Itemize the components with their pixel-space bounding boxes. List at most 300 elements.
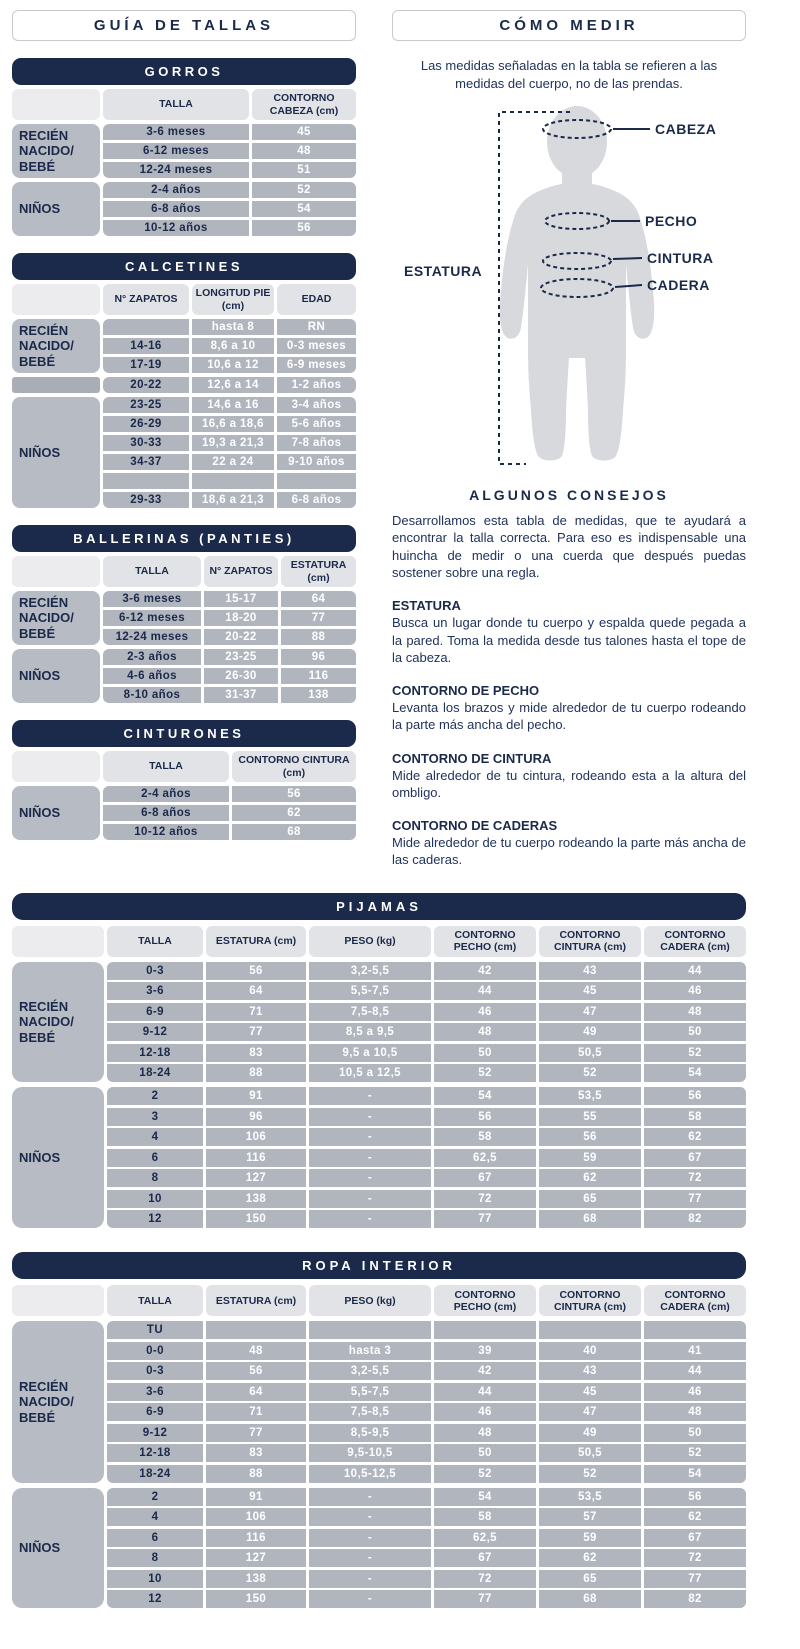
table-row: [107, 982, 746, 1000]
table-cell: 67: [434, 1169, 536, 1187]
table-cell: 56: [206, 962, 306, 980]
table-cell: 150: [206, 1590, 306, 1608]
table-cell: 82: [644, 1210, 746, 1228]
table-cell: 83: [206, 1444, 306, 1462]
table-cell: 64: [281, 591, 356, 607]
table-cell: 68: [539, 1590, 641, 1608]
table-cell: 12-18: [107, 1044, 203, 1062]
table-cell: 19,3 a 21,3: [192, 435, 274, 451]
tip-text: Mide alrededor de tu cintura, rodeando esta a la altura del ombligo.: [392, 767, 746, 800]
table-cell: [192, 473, 274, 489]
table-gorros: [12, 58, 356, 236]
column-header: N° ZAPATOS: [103, 284, 189, 315]
table-ballerinas: [12, 525, 356, 703]
section-title-bar: GORROS: [12, 58, 356, 85]
table-cell: 12,6 a 14: [192, 377, 274, 393]
table-cell: 9,5 a 10,5: [309, 1044, 431, 1062]
table-cell: 44: [644, 962, 746, 980]
table-cell: 58: [644, 1108, 746, 1126]
table-cell: 12: [107, 1210, 203, 1228]
table-group: [12, 319, 356, 373]
table-cell: 12: [107, 1590, 203, 1608]
table-cell: 77: [206, 1424, 306, 1442]
table-cell: 4-6 años: [103, 668, 201, 684]
table-cell: 52: [539, 1465, 641, 1483]
table-row: [103, 824, 356, 840]
table-row: [107, 1149, 746, 1167]
column-header: PESO (kg): [309, 926, 431, 957]
table-rows: [103, 786, 356, 840]
table-cell: 7,5-8,5: [309, 1003, 431, 1021]
table-cell: [539, 1321, 641, 1339]
table-row: [103, 610, 356, 626]
table-cell: 12-18: [107, 1444, 203, 1462]
table-header-row: [12, 926, 746, 957]
group-label: RECIÉN NACIDO/ BEBÉ: [12, 319, 100, 373]
table-group: [12, 649, 356, 703]
pointer-line-cintura: [613, 258, 642, 259]
group-label: [12, 377, 100, 393]
table-cell: 12-24 meses: [103, 162, 249, 178]
table-cell: 91: [206, 1087, 306, 1105]
table-cell: 52: [434, 1465, 536, 1483]
table-cell: 116: [281, 668, 356, 684]
body-diagram-svg: [392, 100, 746, 472]
table-cell: 45: [539, 1383, 641, 1401]
table-row: [103, 143, 356, 159]
table-cell: 50: [434, 1044, 536, 1062]
table-cell: 96: [281, 649, 356, 665]
table-row: [103, 591, 356, 607]
table-cell: 26-29: [103, 416, 189, 432]
table-cell: 0-0: [107, 1342, 203, 1360]
column-header: LONGITUD PIE (cm): [192, 284, 274, 315]
tip-estatura: [392, 598, 746, 666]
label-pecho: PECHO: [645, 213, 698, 230]
table-cell: 106: [206, 1128, 306, 1146]
table-row: [107, 1321, 746, 1339]
table-cell: 77: [281, 610, 356, 626]
group-label: NIÑOS: [12, 397, 100, 508]
table-row: [107, 1169, 746, 1187]
table-cell: 59: [539, 1149, 641, 1167]
table-cell: 47: [539, 1003, 641, 1021]
table-cell: 52: [539, 1064, 641, 1082]
table-cell: 41: [644, 1342, 746, 1360]
table-cell: -: [309, 1529, 431, 1547]
column-header: CONTORNO CINTURA (cm): [539, 926, 641, 957]
table-row: [107, 1064, 746, 1082]
table-cell: 10,6 a 12: [192, 357, 274, 373]
table-cell: 31-37: [204, 687, 278, 703]
table-cell: -: [309, 1210, 431, 1228]
table-cell: 71: [206, 1403, 306, 1421]
column-header-spacer: [12, 751, 100, 782]
tips-title: ALGUNOS CONSEJOS: [469, 487, 669, 504]
table-header-row: [12, 751, 356, 782]
table-cell: 47: [539, 1403, 641, 1421]
tip-text: Busca un lugar donde tu cuerpo y espalda quede pegada a la pared. Toma la medida desde tus talones hasta el tope de la cabeza.: [392, 615, 746, 665]
table-row: [103, 357, 356, 373]
table-header-row: [12, 284, 356, 315]
table-cell: -: [309, 1190, 431, 1208]
table-row: [107, 1529, 746, 1547]
table-cell: 26-30: [204, 668, 278, 684]
label-cintura: CINTURA: [647, 250, 714, 267]
table-cell: 56: [644, 1488, 746, 1506]
tip-heading: ESTATURA: [392, 598, 461, 614]
child-silhouette: [500, 106, 655, 461]
table-cell: 46: [434, 1003, 536, 1021]
table-cell: 46: [644, 1383, 746, 1401]
group-label: RECIÉN NACIDO/ BEBÉ: [12, 962, 104, 1083]
table-cell: 8: [107, 1169, 203, 1187]
table-group: [12, 1321, 746, 1483]
column-header: TALLA: [107, 1285, 203, 1316]
table-row: [103, 338, 356, 354]
table-cell: 65: [539, 1190, 641, 1208]
table-row: [103, 454, 356, 470]
body-diagram: [392, 100, 746, 477]
table-row: [103, 220, 356, 236]
section-title-bar: CINTURONES: [12, 720, 356, 747]
column-header: CONTORNO CADERA (cm): [644, 1285, 746, 1316]
table-cell: 6-8 años: [103, 201, 249, 217]
table-cell: 62,5: [434, 1149, 536, 1167]
table-rows: [103, 649, 356, 703]
table-cell: [206, 1321, 306, 1339]
table-cell: 34-37: [103, 454, 189, 470]
table-row: [103, 492, 356, 508]
table-cell: 77: [644, 1570, 746, 1588]
table-row: [107, 1383, 746, 1401]
tip-heading: CONTORNO DE CINTURA: [392, 750, 552, 766]
table-group: [12, 962, 746, 1083]
table-rows: [103, 124, 356, 178]
table-cell: 49: [539, 1424, 641, 1442]
label-cadera: CADERA: [647, 277, 710, 294]
table-row: [107, 1190, 746, 1208]
table-row: [107, 1549, 746, 1567]
table-cell: 9-10 años: [277, 454, 356, 470]
table-cell: 64: [206, 1383, 306, 1401]
table-row: [107, 962, 746, 980]
table-cell: [644, 1321, 746, 1339]
table-cell: 2: [107, 1087, 203, 1105]
table-cell: -: [309, 1549, 431, 1567]
table-cell: 43: [539, 962, 641, 980]
table-cell: 8: [107, 1549, 203, 1567]
tip-text: Levanta los brazos y mide alrededor de tu cuerpo rodeando la parte más ancha del pecho.: [392, 700, 746, 733]
table-cell: 45: [252, 124, 356, 140]
table-row: [103, 649, 356, 665]
table-cell: 7-8 años: [277, 435, 356, 451]
table-cell: 53,5: [539, 1087, 641, 1105]
table-cell: 2-4 años: [103, 786, 229, 802]
table-rows: [103, 377, 356, 393]
table-row: [107, 1465, 746, 1483]
column-header: N° ZAPATOS: [204, 556, 278, 587]
table-cell: 46: [644, 982, 746, 1000]
tip-contorno-caderas: [392, 818, 746, 869]
left-column: [12, 10, 356, 840]
table-cell: 62: [644, 1128, 746, 1146]
table-cell: 50: [644, 1023, 746, 1041]
table-cell: 44: [434, 1383, 536, 1401]
table-cell: 18-24: [107, 1465, 203, 1483]
table-cell: 3,2-5,5: [309, 1362, 431, 1380]
column-header: CONTORNO CINTURA (cm): [539, 1285, 641, 1316]
table-cell: 42: [434, 962, 536, 980]
column-header: PESO (kg): [309, 1285, 431, 1316]
table-row: [103, 416, 356, 432]
table-cell: 40: [539, 1342, 641, 1360]
table-header-row: [12, 556, 356, 587]
section-title-bar: ROPA INTERIOR: [12, 1252, 746, 1279]
table-ropa-interior: [12, 1252, 746, 1608]
table-cell: 52: [644, 1044, 746, 1062]
table-cell: 10-12 años: [103, 824, 229, 840]
table-cell: 54: [434, 1488, 536, 1506]
table-cell: 77: [206, 1023, 306, 1041]
table-group: [12, 1488, 746, 1609]
table-cell: 56: [206, 1362, 306, 1380]
table-row: [107, 1444, 746, 1462]
table-cell: 29-33: [103, 492, 189, 508]
table-cell: -: [309, 1108, 431, 1126]
table-cell: 48: [644, 1403, 746, 1421]
table-cell: 10,5 a 12,5: [309, 1064, 431, 1082]
table-row: [107, 1210, 746, 1228]
table-cell: 43: [539, 1362, 641, 1380]
table-cell: 18,6 a 21,3: [192, 492, 274, 508]
table-group: [12, 397, 356, 508]
table-row: [103, 182, 356, 198]
table-group: [12, 786, 356, 840]
section-title-bar: BALLERINAS (PANTIES): [12, 525, 356, 552]
table-cell: 50: [434, 1444, 536, 1462]
table-row: [103, 805, 356, 821]
table-row: [107, 1488, 746, 1506]
table-cell: 62: [539, 1549, 641, 1567]
table-cell: 10,5-12,5: [309, 1465, 431, 1483]
table-cell: 3: [107, 1108, 203, 1126]
table-row: [103, 377, 356, 393]
table-cell: 67: [644, 1149, 746, 1167]
table-cell: [309, 1321, 431, 1339]
table-row: [103, 124, 356, 140]
table-cell: 68: [232, 824, 356, 840]
table-row: [103, 786, 356, 802]
table-pijamas: [12, 893, 746, 1229]
table-cell: 68: [539, 1210, 641, 1228]
table-cell: 42: [434, 1362, 536, 1380]
how-to-measure-title: CÓMO MEDIR: [392, 10, 746, 41]
tip-contorno-cintura: [392, 751, 746, 802]
table-cell: 59: [539, 1529, 641, 1547]
table-cell: 56: [232, 786, 356, 802]
column-header-spacer: [12, 89, 100, 120]
table-group: [12, 182, 356, 236]
table-cell: 62: [232, 805, 356, 821]
table-cell: 20-22: [103, 377, 189, 393]
table-row: [103, 397, 356, 413]
table-row: [103, 162, 356, 178]
table-cell: 53,5: [539, 1488, 641, 1506]
table-cell: 14,6 a 16: [192, 397, 274, 413]
table-cell: 6-9 meses: [277, 357, 356, 373]
table-cell: 77: [434, 1210, 536, 1228]
table-cell: 56: [644, 1087, 746, 1105]
table-cell: 62,5: [434, 1529, 536, 1547]
two-column-layout: [12, 10, 746, 869]
column-header: CONTORNO CABEZA (cm): [252, 89, 356, 120]
column-header-spacer: [12, 556, 100, 587]
table-row: [107, 1023, 746, 1041]
table-cell: TU: [107, 1321, 203, 1339]
right-column: [392, 10, 746, 869]
table-cell: -: [309, 1570, 431, 1588]
table-cell: 116: [206, 1149, 306, 1167]
measure-intro-text: Las medidas señaladas en la tabla se refieren a las medidas del cuerpo, no de las prendas.: [420, 58, 718, 91]
tip-heading: CONTORNO DE CADERAS: [392, 818, 558, 834]
table-row: [107, 1590, 746, 1608]
table-row: [107, 1128, 746, 1146]
table-cell: -: [309, 1508, 431, 1526]
column-header: CONTORNO CADERA (cm): [644, 926, 746, 957]
table-cell: 138: [206, 1190, 306, 1208]
column-header: TALLA: [107, 926, 203, 957]
table-cell: 72: [434, 1190, 536, 1208]
table-cell: -: [309, 1488, 431, 1506]
group-label: RECIÉN NACIDO/ BEBÉ: [12, 124, 100, 178]
table-row: [103, 687, 356, 703]
table-cell: 18-24: [107, 1064, 203, 1082]
table-cell: 20-22: [204, 629, 278, 645]
table-cell: 8,6 a 10: [192, 338, 274, 354]
table-cell: [277, 473, 356, 489]
table-cell: 9-12: [107, 1424, 203, 1442]
table-group: [12, 1087, 746, 1228]
table-cell: 8,5 a 9,5: [309, 1023, 431, 1041]
column-header: TALLA: [103, 556, 201, 587]
table-cell: 62: [539, 1169, 641, 1187]
table-rows: [107, 1321, 746, 1483]
table-cell: 52: [434, 1064, 536, 1082]
table-cell: 8,5-9,5: [309, 1424, 431, 1442]
table-cell: -: [309, 1128, 431, 1146]
label-cabeza: CABEZA: [655, 121, 717, 138]
table-cell: 48: [434, 1023, 536, 1041]
table-cell: 0-3: [107, 1362, 203, 1380]
page-title: GUÍA DE TALLAS: [12, 10, 356, 41]
table-cell: [103, 473, 189, 489]
table-cell: 88: [206, 1064, 306, 1082]
table-cell: 0-3: [107, 962, 203, 980]
table-cell: 23-25: [204, 649, 278, 665]
table-cell: 10: [107, 1570, 203, 1588]
table-cell: 54: [252, 201, 356, 217]
table-cell: 6-9: [107, 1003, 203, 1021]
table-cell: 72: [644, 1549, 746, 1567]
table-cell: 4: [107, 1128, 203, 1146]
table-rows: [107, 1488, 746, 1609]
table-cell: 30-33: [103, 435, 189, 451]
table-cell: 6-9: [107, 1403, 203, 1421]
table-cell: 16,6 a 18,6: [192, 416, 274, 432]
table-row: [107, 1403, 746, 1421]
tips-intro: Desarrollamos esta tabla de medidas, que te ayudará a encontrar la talla correcta. Para eso es indispensable una huincha de medir o una cuerda que después puedas sostener sobre una regla.: [392, 513, 746, 580]
table-cell: 6: [107, 1529, 203, 1547]
table-row: [107, 1508, 746, 1526]
table-cell: 150: [206, 1210, 306, 1228]
table-row: [107, 1003, 746, 1021]
table-cell: 8-10 años: [103, 687, 201, 703]
table-cell: 96: [206, 1108, 306, 1126]
table-cell: 56: [539, 1128, 641, 1146]
table-cell: 72: [434, 1570, 536, 1588]
section-title-bar: PIJAMAS: [12, 893, 746, 920]
table-cell: 0-3 meses: [277, 338, 356, 354]
table-cell: 82: [644, 1590, 746, 1608]
table-cell: hasta 3: [309, 1342, 431, 1360]
table-cell: 9,5-10,5: [309, 1444, 431, 1462]
table-row: [107, 1108, 746, 1126]
table-cell: 67: [644, 1529, 746, 1547]
table-rows: [107, 1087, 746, 1228]
table-cell: 52: [644, 1444, 746, 1462]
label-estatura: ESTATURA: [404, 263, 483, 280]
table-cell: -: [309, 1169, 431, 1187]
table-cell: 138: [281, 687, 356, 703]
table-cell: 50,5: [539, 1444, 641, 1462]
table-cell: 6-8 años: [103, 805, 229, 821]
group-label: NIÑOS: [12, 1488, 104, 1609]
table-cell: RN: [277, 319, 356, 335]
table-row: [103, 435, 356, 451]
table-header-row: [12, 89, 356, 120]
table-group: [12, 377, 356, 393]
table-cell: 5,5-7,5: [309, 982, 431, 1000]
tip-contorno-pecho: [392, 683, 746, 734]
table-cell: 72: [644, 1169, 746, 1187]
group-label: NIÑOS: [12, 1087, 104, 1228]
table-cell: hasta 8: [192, 319, 274, 335]
table-cell: 10: [107, 1190, 203, 1208]
section-title-bar: CALCETINES: [12, 253, 356, 280]
column-header: TALLA: [103, 751, 229, 782]
table-cell: 54: [644, 1465, 746, 1483]
table-cell: 44: [434, 982, 536, 1000]
table-cell: 3-6 meses: [103, 124, 249, 140]
table-cell: 18-20: [204, 610, 278, 626]
table-cell: 49: [539, 1023, 641, 1041]
column-header: CONTORNO PECHO (cm): [434, 926, 536, 957]
table-cell: 46: [434, 1403, 536, 1421]
table-cell: 77: [434, 1590, 536, 1608]
table-cell: 6-12 meses: [103, 610, 201, 626]
table-row: [103, 201, 356, 217]
table-cell: 83: [206, 1044, 306, 1062]
table-cell: 116: [206, 1529, 306, 1547]
table-rows: [103, 397, 356, 508]
table-calcetines: [12, 253, 356, 508]
column-header: TALLA: [103, 89, 249, 120]
table-cell: 55: [539, 1108, 641, 1126]
table-cell: 77: [644, 1190, 746, 1208]
table-cell: [103, 319, 189, 335]
table-cell: 2: [107, 1488, 203, 1506]
